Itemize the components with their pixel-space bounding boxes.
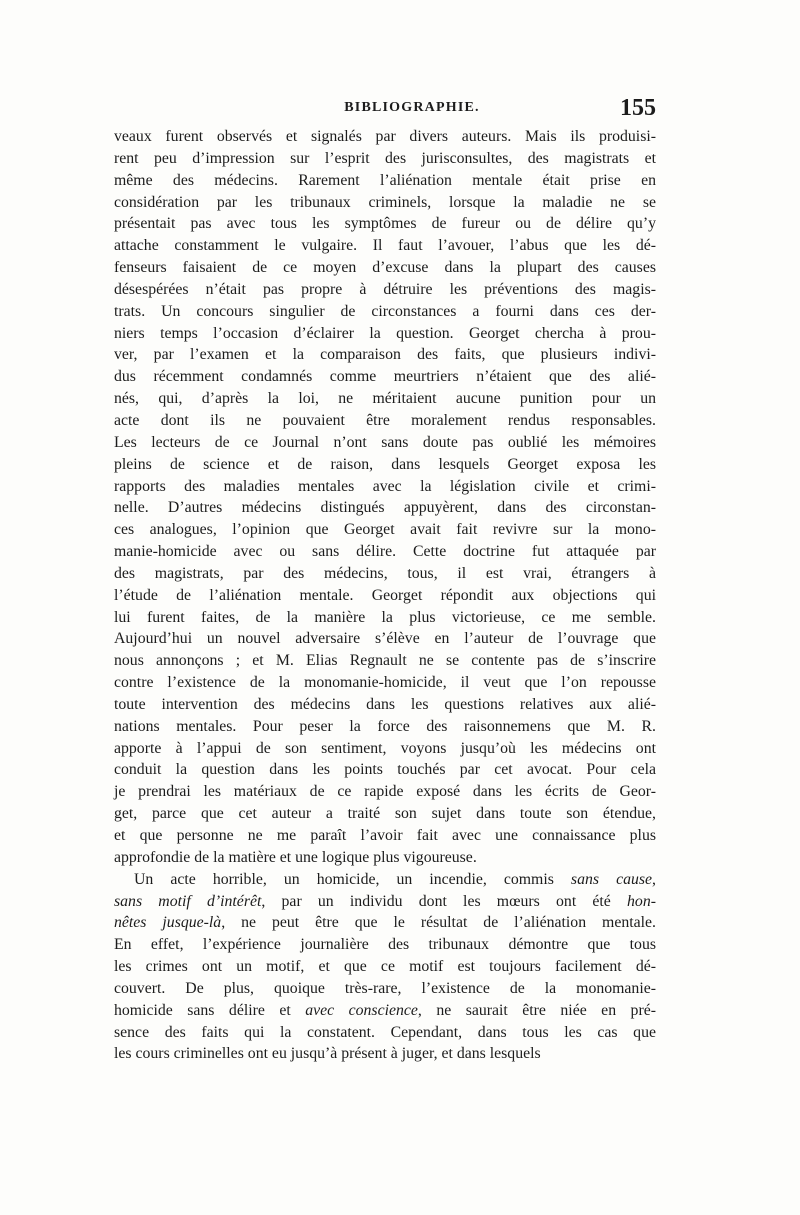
text-line: et que personne ne me paraît l’avoir fait avec une connaissance plus (114, 827, 656, 844)
text-line: sence des faits qui la constatent. Cependant, dans tous les cas que (114, 1023, 656, 1041)
text-line: get, parce que cet auteur a traité son sujet dans toute son étendue, (114, 805, 656, 823)
text-line: même des médecins. Rarement l’aliénation mentale était prise en (114, 171, 656, 189)
text-line: l’étude de l’aliénation mentale. Georget répondit aux objections qui (114, 586, 656, 604)
text-line: les crimes ont un motif, et que ce motif est toujours facilement dé- (114, 958, 656, 976)
text-line: acte dont ils ne pouvaient être moralement rendus responsables. (114, 411, 656, 429)
text-line: veaux furent observés et signalés par divers auteurs. Mais ils produisi- (114, 128, 656, 145)
text-line: les cours criminelles ont eu jusqu’à présent à juger, et dans lesquels (114, 1045, 541, 1063)
page-header (144, 95, 656, 126)
text-line: nations mentales. Pour peser la force des raisonnemens que M. R. (114, 717, 656, 735)
text-line: couvert. De plus, quoique très-rare, l’existence de la monomanie- (114, 979, 656, 997)
text-line: trats. Un concours singulier de circonstances a fourni dans ces der- (114, 302, 656, 320)
text-line: ver, par l’examen et la comparaison des faits, que plusieurs indivi- (114, 346, 656, 364)
text-line: nés, qui, d’après la loi, ne méritaient aucune punition pour un (114, 390, 656, 408)
text-line: conduit la question dans les points touchés par cet avocat. Pour cela (114, 761, 656, 779)
text-line: je prendrai les matériaux de ce rapide exposé dans les écrits de Geor- (114, 783, 656, 801)
text-line: Les lecteurs de ce Journal n’ont sans doute pas oublié les mémoires (114, 433, 656, 451)
text-line: présentait pas avec tous les symptômes de fureur ou de délire qu’y (114, 215, 656, 233)
text-line: toute intervention des médecins dans les questions relatives aux alié- (114, 695, 656, 713)
text-line: approfondie de la matière et une logique plus vigoureuse. (114, 848, 477, 866)
text-line: fenseurs faisaient de ce moyen d’excuse dans la plupart des causes (114, 259, 656, 277)
text-line: lui furent faites, de la manière la plus victorieuse, ce me semble. (114, 608, 656, 626)
text-line: Un acte horrible, un homicide, un incendie, commis sans cause, (134, 870, 656, 888)
text-line: des magistrats, par des médecins, tous, il est vrai, étrangers à (114, 564, 656, 582)
page-number: 155 (620, 95, 656, 121)
text-line: désespérées n’était pas propre à détruire les préventions des magis- (114, 280, 656, 298)
text-line: nêtes jusque-là, ne peut être que le résultat de l’aliénation mentale. (114, 914, 656, 932)
text-line: ces analogues, l’opinion que Georget avait fait revivre sur la mono- (114, 521, 656, 539)
text-line: sans motif d’intérêt, par un individu dont les mœurs ont été hon- (114, 892, 656, 910)
text-line: manie-homicide avec ou sans délire. Cette doctrine fut attaquée par (114, 543, 656, 561)
text-line: rapports des maladies mentales avec la législation civile et crimi- (114, 477, 656, 495)
text-line: nous annonçons ; et M. Elias Regnault ne se contente pas de s’inscrire (114, 652, 656, 670)
text-line: homicide sans délire et avec conscience, ne saurait être niée en pré- (114, 1001, 656, 1019)
text-line: En effet, l’expérience journalière des tribunaux démontre que tous (114, 936, 656, 954)
text-line: attache constamment le vulgaire. Il faut l’avouer, l’abus que les dé- (114, 237, 656, 255)
text-line: contre l’existence de la monomanie-homicide, il veut que l’on repousse (114, 674, 656, 692)
text-line: nelle. D’autres médecins distingués appuyèrent, dans des circonstan- (114, 499, 656, 517)
text-line: Aujourd’hui un nouvel adversaire s’élève en l’auteur de l’ouvrage que (114, 630, 656, 648)
text-line: considération par les tribunaux criminels, lorsque la maladie ne se (114, 193, 656, 211)
text-line: niers temps l’occasion d’éclairer la question. Georget chercha à prou- (114, 324, 656, 342)
text-line: pleins de science et de raison, dans lesquels Georget exposa les (114, 455, 656, 473)
text-line: rent peu d’impression sur l’esprit des jurisconsultes, des magistrats et (114, 149, 656, 167)
text-line: dus récemment condamnés comme meurtriers n’étaient que des alié- (114, 368, 656, 386)
body-text (114, 126, 656, 1065)
text-line: apporte à l’appui de son sentiment, voyons jusqu’où les médecins ont (114, 739, 656, 757)
running-head: BIBLIOGRAPHIE. (344, 100, 480, 115)
